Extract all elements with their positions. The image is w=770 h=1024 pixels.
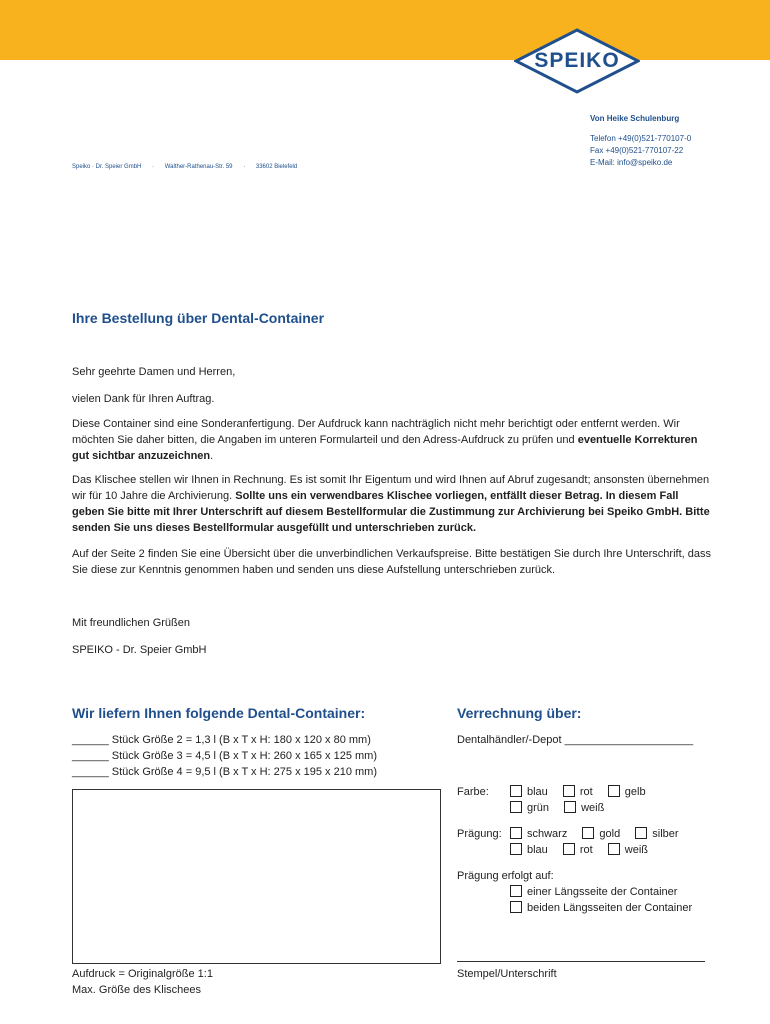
contact-email: E-Mail: info@speiko.de: [590, 158, 673, 167]
checkbox[interactable]: [563, 785, 575, 797]
sender-city: 33602 Bielefeld: [255, 164, 298, 170]
checkbox[interactable]: [510, 901, 522, 913]
checkbox[interactable]: [510, 827, 522, 839]
closing: Mit freundlichen Grüßen: [72, 617, 190, 629]
paragraph-1: Diese Container sind eine Sonderanfertigung. Der Aufdruck kann nachträglich nicht mehr berichtigt oder entfernt werden. Wir möchten Sie daher bitten, die Angaben im unteren Formularteil und den Adress-Aufdruck zu prüfen und eventuelle Korrekturen gut sichtbar anzuzeichnen.: [72, 418, 698, 462]
checkbox[interactable]: [608, 785, 620, 797]
order-heading: Wir liefern Ihnen folgende Dental-Container:: [72, 705, 366, 721]
checkbox[interactable]: [608, 843, 620, 855]
contact-phone: Telefon +49(0)521-770107-0: [590, 134, 692, 143]
thanks-line: vielen Dank für Ihren Auftrag.: [72, 393, 215, 405]
contact-name: Von Heike Schulenburg: [590, 114, 680, 123]
stamp-label: Stempel/Unterschrift: [457, 968, 557, 980]
contact-block: [590, 113, 691, 169]
sender-line: [72, 164, 306, 170]
checkbox[interactable]: [510, 843, 522, 855]
paragraph-2: Das Klischee stellen wir Ihnen in Rechnung. Es ist somit Ihr Eigentum und wird Ihnen auf Abruf zugesandt; ansonsten übernehmen wir für 10 Jahre die Archivierung. Sollte uns ein verwendbares Klischee vorliegen, entfällt dieser Betrag. In diesem Fall geben Sie bitte mit Ihrer Unterschrift auf diesem Bestellformular die Zustimmung zur Archivierung bei Speiko GmbH. Bitte senden Sie uns dieses Bestellformular ausgefüllt und unterschrieben zurück.: [72, 474, 710, 534]
document-title: Ihre Bestellung über Dental-Container: [72, 310, 325, 326]
checkbox[interactable]: [563, 843, 575, 855]
billing-heading: Verrechnung über:: [457, 705, 582, 721]
box-caption: Aufdruck = Originalgröße 1:1: [72, 968, 213, 980]
box-caption: Max. Größe des Klischees: [72, 984, 201, 996]
signature-line[interactable]: [457, 961, 705, 962]
side-option: beiden Längsseiten der Container: [510, 900, 692, 916]
header-bar: [0, 0, 770, 60]
order-item: ______ Stück Größe 4 = 9,5 l (B x T x H: 275 x 195 x 210 mm): [72, 766, 377, 778]
dealer-field[interactable]: Dentalhändler/-Depot _____________________: [457, 734, 694, 746]
sender-company: Speiko · Dr. Speier GmbH: [72, 164, 142, 170]
sender-street: Walther-Rathenau-Str. 59: [164, 164, 233, 170]
checkbox[interactable]: [564, 801, 576, 813]
checkbox[interactable]: [635, 827, 647, 839]
checkbox[interactable]: [510, 785, 522, 797]
print-area-box[interactable]: [72, 789, 441, 964]
contact-fax: Fax +49(0)521-770107-22: [590, 146, 684, 155]
color-label: Farbe:: [457, 786, 489, 798]
sender-separator: ·: [152, 164, 155, 170]
color-row-2: grün weiß: [510, 800, 616, 816]
checkbox[interactable]: [582, 827, 594, 839]
order-item: ______ Stück Größe 2 = 1,3 l (B x T x H: 180 x 120 x 80 mm): [72, 734, 371, 746]
logo-text: SPEIKO: [534, 49, 620, 72]
checkbox[interactable]: [510, 885, 522, 897]
print-row-2: blau rot weiß: [510, 842, 660, 858]
salutation: Sehr geehrte Damen und Herren,: [72, 366, 236, 378]
signature-name: SPEIKO - Dr. Speier GmbH: [72, 644, 207, 656]
paragraph-3: Auf der Seite 2 finden Sie eine Übersicht über die unverbindlichen Verkaufspreise. Bitte bestätigen Sie durch Ihre Unterschrift, dass Sie diese zur Kenntnis genommen haben und senden uns diese Aufstellung unterschrieben zurück.: [72, 548, 711, 576]
checkbox[interactable]: [510, 801, 522, 813]
print-label: Prägung:: [457, 828, 502, 840]
side-option: einer Längsseite der Container: [510, 884, 677, 900]
side-label: Prägung erfolgt auf:: [457, 870, 554, 882]
order-item: ______ Stück Größe 3 = 4,5 l (B x T x H: 260 x 165 x 125 mm): [72, 750, 377, 762]
print-row-1: schwarz gold silber: [510, 826, 691, 842]
sender-separator: ·: [243, 164, 246, 170]
color-row-1: blau rot gelb: [510, 784, 658, 800]
